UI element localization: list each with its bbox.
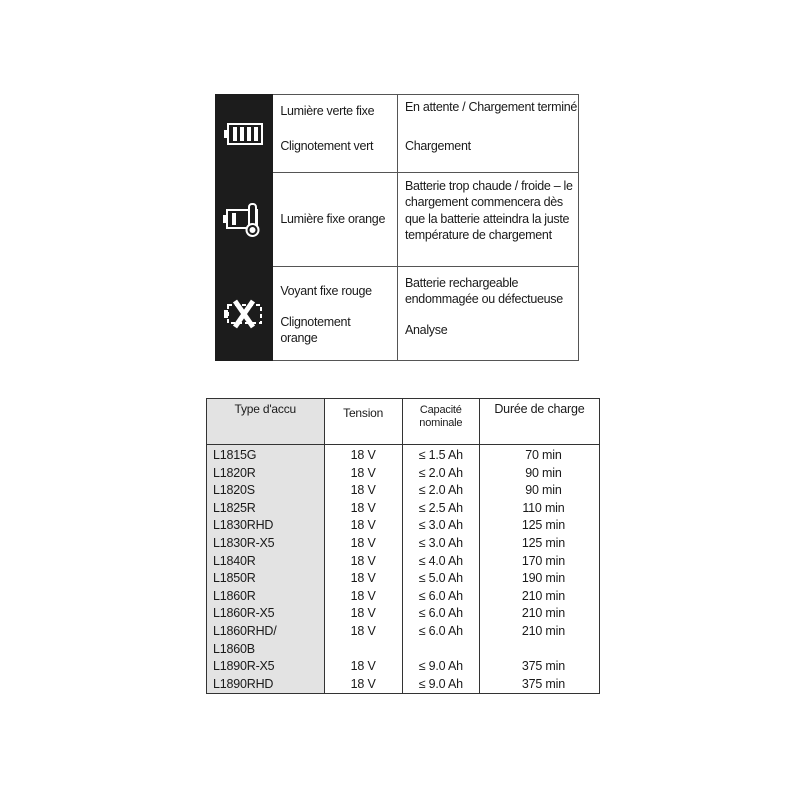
cell-type: L1820S <box>207 482 325 500</box>
cell-tension: 18 V <box>324 588 402 606</box>
header-duree: Durée de charge <box>479 399 599 445</box>
cell-capacite: ≤ 6.0 Ah <box>402 605 479 623</box>
cell-duree: 70 min <box>479 445 599 465</box>
cell-type: L1890R-X5 <box>207 658 325 676</box>
cell-duree: 90 min <box>479 465 599 483</box>
cell-type: L1860R <box>207 588 325 606</box>
status-icon-cell <box>216 267 273 361</box>
cell-tension: 18 V <box>324 445 402 465</box>
description-cell <box>397 95 578 173</box>
table-row <box>207 482 600 500</box>
light-label: Clignotement vert <box>280 139 374 153</box>
cell-type: L1850R <box>207 570 325 588</box>
table-row <box>207 570 600 588</box>
cell-type <box>207 623 325 658</box>
status-description: Batterie trop chaude / froide – le chargement commencera dès que la batterie atteindra la juste température de chargement <box>404 179 573 242</box>
cell-tension: 18 V <box>324 676 402 694</box>
cell-tension: 18 V <box>324 500 402 518</box>
cell-capacite: ≤ 6.0 Ah <box>402 623 479 658</box>
cell-type: L1815G <box>207 445 325 465</box>
cell-type: L1830R-X5 <box>207 535 325 553</box>
table-row <box>207 465 600 483</box>
cell-duree: 110 min <box>479 500 599 518</box>
cell-duree: 210 min <box>479 588 599 606</box>
cell-duree: 375 min <box>479 676 599 694</box>
cell-duree: 125 min <box>479 535 599 553</box>
cell-tension: 18 V <box>324 482 402 500</box>
header-capacite: Capacité nominale <box>402 399 479 445</box>
table-row <box>207 553 600 571</box>
cell-duree: 210 min <box>479 623 599 658</box>
cell-capacite: ≤ 9.0 Ah <box>402 658 479 676</box>
table-row <box>207 500 600 518</box>
table-row <box>207 658 600 676</box>
cell-tension: 18 V <box>324 570 402 588</box>
battery-thermometer-icon <box>222 202 266 238</box>
cell-type: L1840R <box>207 553 325 571</box>
status-group-charged <box>216 95 579 173</box>
light-label: Voyant fixe rouge <box>280 284 372 298</box>
light-label: Lumière fixe orange <box>280 212 386 227</box>
battery-defective-icon <box>223 299 265 329</box>
cell-type: L1825R <box>207 500 325 518</box>
table-row <box>207 445 600 465</box>
cell-tension: 18 V <box>324 605 402 623</box>
description-cell <box>397 173 578 267</box>
cell-type: L1860R-X5 <box>207 605 325 623</box>
battery-charge-table <box>206 398 600 694</box>
status-group-defective <box>216 267 579 361</box>
cell-tension: 18 V <box>324 553 402 571</box>
header-tension: Tension <box>324 399 402 445</box>
table-header-row <box>207 399 600 445</box>
cell-type: L1820R <box>207 465 325 483</box>
cell-tension: 18 V <box>324 465 402 483</box>
description-cell <box>397 267 578 361</box>
table-row <box>207 535 600 553</box>
cell-capacite: ≤ 2.5 Ah <box>402 500 479 518</box>
status-description: En attente / Chargement terminé <box>404 100 578 114</box>
cell-type: L1830RHD <box>207 517 325 535</box>
table-row <box>207 517 600 535</box>
status-group-temperature <box>216 173 579 267</box>
cell-capacite: ≤ 1.5 Ah <box>402 445 479 465</box>
table-row <box>207 605 600 623</box>
light-cell <box>273 173 398 267</box>
cell-capacite: ≤ 5.0 Ah <box>402 570 479 588</box>
status-icon-cell <box>216 95 273 173</box>
light-cell <box>273 95 398 173</box>
cell-type-line: L1860RHD/ <box>213 623 277 638</box>
cell-duree: 170 min <box>479 553 599 571</box>
table-row <box>207 676 600 694</box>
light-label: Clignotement orange <box>280 315 351 346</box>
status-icon-cell <box>216 173 273 267</box>
light-cell <box>273 267 398 361</box>
status-description: Analyse <box>404 323 448 337</box>
status-description: Chargement <box>404 139 471 153</box>
cell-capacite: ≤ 4.0 Ah <box>402 553 479 571</box>
light-label: Lumière verte fixe <box>280 104 375 118</box>
battery-full-icon <box>224 121 264 147</box>
cell-capacite: ≤ 2.0 Ah <box>402 465 479 483</box>
cell-type: L1890RHD <box>207 676 325 694</box>
cell-type-line: L1860B <box>213 641 255 656</box>
table-row <box>207 588 600 606</box>
cell-duree: 90 min <box>479 482 599 500</box>
cell-capacite: ≤ 3.0 Ah <box>402 535 479 553</box>
cell-tension: 18 V <box>324 535 402 553</box>
header-type: Type d'accu <box>207 399 325 445</box>
table-row <box>207 623 600 658</box>
cell-duree: 210 min <box>479 605 599 623</box>
status-description: Batterie rechargeable endommagée ou défectueuse <box>404 276 563 307</box>
cell-capacite: ≤ 6.0 Ah <box>402 588 479 606</box>
cell-tension: 18 V <box>324 623 402 658</box>
cell-capacite: ≤ 9.0 Ah <box>402 676 479 694</box>
cell-duree: 125 min <box>479 517 599 535</box>
cell-capacite: ≤ 2.0 Ah <box>402 482 479 500</box>
cell-tension: 18 V <box>324 658 402 676</box>
cell-duree: 375 min <box>479 658 599 676</box>
cell-duree: 190 min <box>479 570 599 588</box>
cell-capacite: ≤ 3.0 Ah <box>402 517 479 535</box>
charger-status-table <box>215 94 579 361</box>
cell-tension: 18 V <box>324 517 402 535</box>
